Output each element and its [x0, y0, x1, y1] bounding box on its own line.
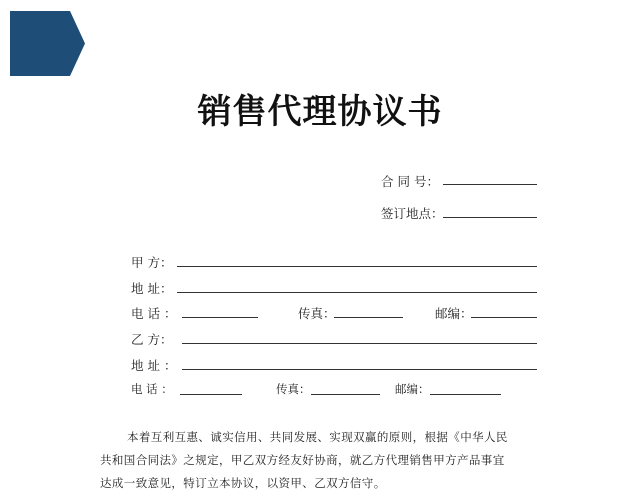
party-a-name-label: 甲 方： — [131, 255, 173, 270]
party-a-fax-field[interactable] — [334, 317, 403, 318]
party-b-postcode-field[interactable] — [430, 394, 501, 395]
party-a-postcode-field[interactable] — [471, 317, 537, 318]
signing-place-field[interactable] — [443, 217, 537, 218]
agreement-preamble — [100, 426, 540, 495]
party-a-address-field[interactable] — [177, 292, 537, 293]
signing-place-label: 签订地点： — [381, 206, 444, 221]
party-a-postcode-label: 邮编： — [435, 306, 473, 321]
corner-tab-decoration — [10, 11, 85, 76]
contract-number-field[interactable] — [443, 184, 537, 185]
contract-number-label: 合 同 号： — [381, 174, 439, 189]
party-a-phone-label: 电 话 ： — [131, 306, 177, 321]
party-a-phone-field[interactable] — [182, 317, 258, 318]
party-b-phone-field[interactable] — [180, 394, 242, 395]
party-a-fax-label: 传真： — [298, 306, 336, 321]
preamble-line-2: 共和国合同法》之规定，甲乙双方经友好协商，就乙方代理销售甲方产品事宜 — [100, 453, 505, 467]
party-b-postcode-label: 邮编： — [395, 382, 430, 396]
party-a-address-label: 地 址： — [131, 281, 173, 296]
preamble-line-3: 达成一致意见，特订立本协议，以资甲、乙双方信守。 — [100, 476, 386, 490]
party-b-name-label: 乙 方： — [131, 332, 173, 347]
document-title: 销售代理协议书 — [197, 92, 443, 132]
party-b-address-label: 地 址 ： — [131, 358, 177, 373]
party-b-address-field[interactable] — [182, 369, 537, 370]
party-b-fax-label: 传真： — [276, 382, 311, 396]
party-a-name-field[interactable] — [177, 266, 537, 267]
party-b-fax-field[interactable] — [311, 394, 380, 395]
preamble-line-1: 本着互利互惠、诚实信用、共同发展、实现双赢的原则，根据《中华人民 — [127, 430, 508, 444]
party-b-phone-label: 电 话 ： — [131, 382, 173, 396]
party-b-name-field[interactable] — [182, 343, 537, 344]
